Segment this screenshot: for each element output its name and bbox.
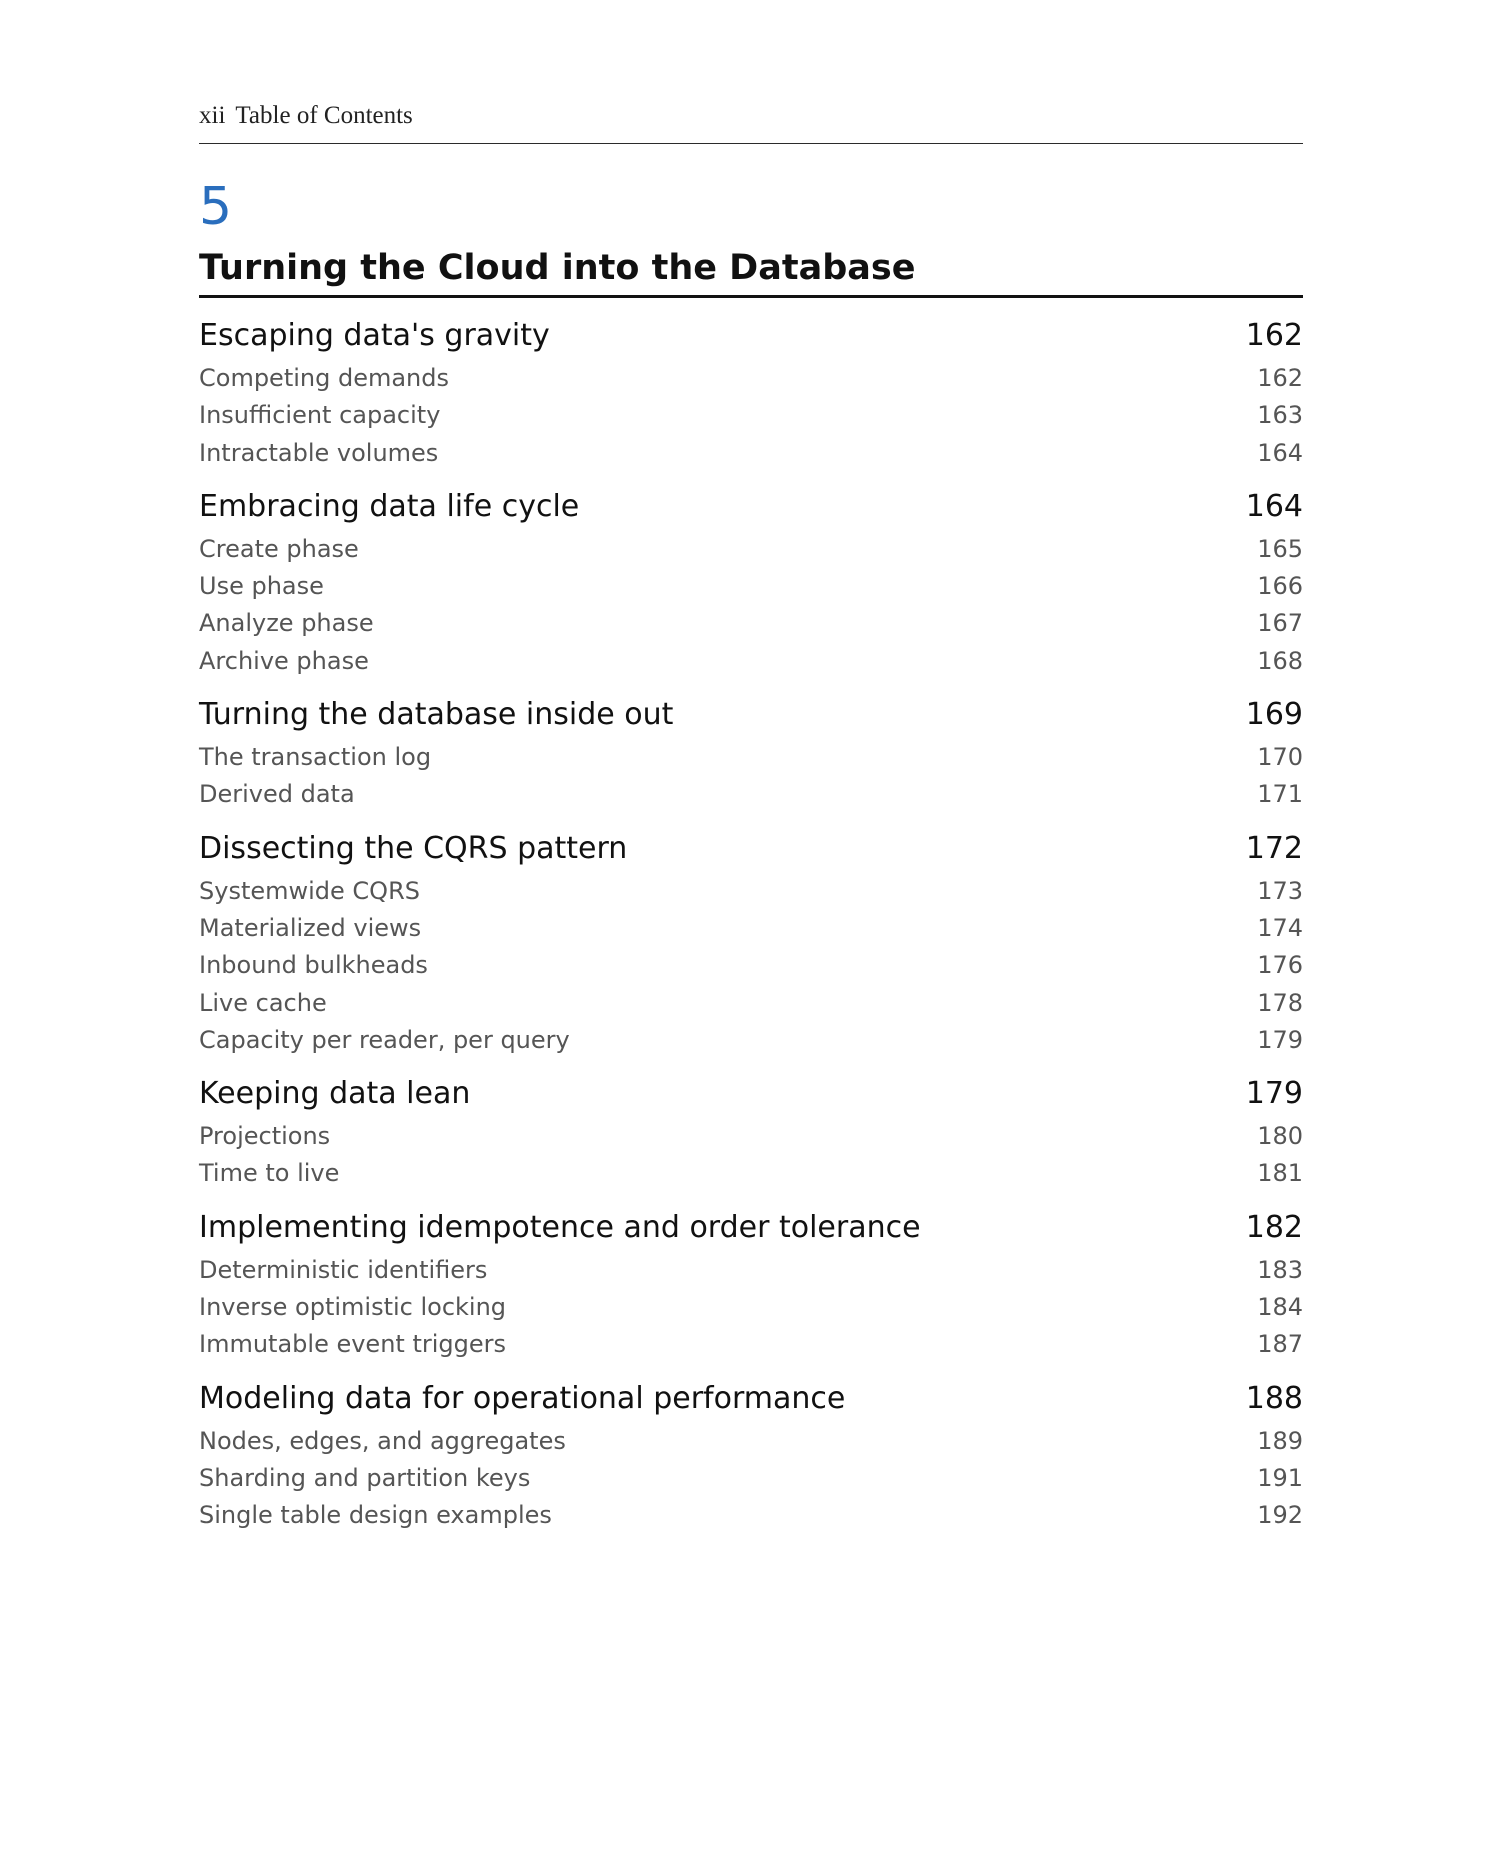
chapter-title: Turning the Cloud into the Database	[199, 244, 1303, 298]
toc-subsection-entry[interactable]	[199, 873, 1303, 910]
toc-section-group	[199, 483, 1303, 680]
toc-subsection-entry[interactable]	[199, 643, 1303, 680]
toc-subsection-entry[interactable]	[199, 1423, 1303, 1460]
toc-section-entry[interactable]	[199, 483, 1303, 531]
toc-subsection-entry[interactable]	[199, 985, 1303, 1022]
toc-section-entry[interactable]	[199, 825, 1303, 873]
toc-section-entry[interactable]	[199, 1204, 1303, 1252]
toc-subsection-entry[interactable]	[199, 360, 1303, 397]
toc-section-page: 164	[1245, 488, 1303, 524]
toc-subsection-entry[interactable]	[199, 435, 1303, 472]
toc-section-title: Modeling data for operational performance	[199, 1380, 846, 1416]
toc-subsection-entry[interactable]	[199, 1022, 1303, 1059]
toc-section-group	[199, 312, 1303, 472]
toc-section-page: 188	[1245, 1380, 1303, 1416]
toc-subsection-entry[interactable]	[199, 397, 1303, 434]
toc-subsection-title: Archive phase	[199, 646, 369, 675]
toc-subsection-page: 180	[1257, 1122, 1303, 1151]
toc-subsection-entry[interactable]	[199, 605, 1303, 642]
toc-section-title: Escaping data's gravity	[199, 318, 550, 353]
toc-subsection-page: 184	[1257, 1293, 1303, 1322]
toc-section-page: 182	[1245, 1209, 1303, 1245]
toc-subsection-page: 187	[1257, 1330, 1303, 1359]
toc-subsection-entry[interactable]	[199, 947, 1303, 984]
toc-subsection-title: Nodes, edges, and aggregates	[199, 1426, 566, 1455]
toc-section-entry[interactable]	[199, 312, 1303, 360]
toc-subsection-page: 163	[1257, 401, 1303, 430]
toc-section-title: Keeping data lean	[199, 1076, 471, 1112]
running-title: Table of Contents	[235, 102, 413, 129]
running-header	[199, 101, 1303, 144]
toc-subsection-title: Immutable event triggers	[199, 1330, 506, 1359]
toc-subsection-title: Create phase	[199, 534, 359, 563]
toc-subsection-entry[interactable]	[199, 739, 1303, 776]
toc-section-entry[interactable]	[199, 691, 1303, 739]
toc-subsection-page: 168	[1257, 646, 1303, 675]
toc-subsection-entry[interactable]	[199, 1155, 1303, 1192]
toc-subsection-title: The transaction log	[199, 743, 432, 772]
toc-subsection-page: 183	[1257, 1255, 1303, 1284]
toc-subsection-title: Intractable volumes	[199, 438, 439, 467]
toc-subsection-page: 173	[1257, 876, 1303, 905]
toc-subsection-title: Systemwide CQRS	[199, 876, 420, 905]
toc-subsection-entry[interactable]	[199, 531, 1303, 568]
toc-section-group	[199, 1070, 1303, 1193]
toc-subsection-title: Sharding and partition keys	[199, 1463, 531, 1492]
toc-subsection-title: Capacity per reader, per query	[199, 1025, 570, 1054]
table-of-contents	[199, 312, 1303, 1546]
toc-subsection-page: 164	[1257, 438, 1303, 467]
toc-subsection-entry[interactable]	[199, 776, 1303, 813]
toc-subsection-page: 167	[1257, 609, 1303, 638]
toc-section-group	[199, 1375, 1303, 1535]
toc-subsection-page: 176	[1257, 951, 1303, 980]
toc-subsection-title: Use phase	[199, 572, 324, 601]
toc-section-page: 162	[1245, 318, 1303, 353]
toc-section-page: 179	[1245, 1076, 1303, 1112]
toc-subsection-page: 181	[1257, 1159, 1303, 1188]
toc-subsection-entry[interactable]	[199, 1289, 1303, 1326]
page-number-roman: xii	[199, 102, 226, 129]
toc-subsection-page: 192	[1257, 1501, 1303, 1530]
toc-subsection-title: Derived data	[199, 780, 355, 809]
toc-section-entry[interactable]	[199, 1375, 1303, 1423]
toc-subsection-page: 191	[1257, 1463, 1303, 1492]
toc-subsection-title: Time to live	[199, 1159, 340, 1188]
toc-subsection-page: 162	[1257, 364, 1303, 392]
toc-subsection-page: 178	[1257, 988, 1303, 1017]
toc-subsection-entry[interactable]	[199, 1460, 1303, 1497]
toc-subsection-page: 171	[1257, 780, 1303, 809]
toc-section-title: Embracing data life cycle	[199, 488, 580, 524]
toc-subsection-page: 174	[1257, 913, 1303, 942]
toc-subsection-entry[interactable]	[199, 910, 1303, 947]
toc-section-group	[199, 1204, 1303, 1364]
toc-subsection-entry[interactable]	[199, 1326, 1303, 1363]
toc-subsection-page: 166	[1257, 572, 1303, 601]
toc-subsection-title: Materialized views	[199, 913, 422, 942]
toc-subsection-title: Live cache	[199, 988, 327, 1017]
toc-section-title: Implementing idempotence and order tolerance	[199, 1209, 921, 1245]
toc-section-group	[199, 691, 1303, 814]
toc-subsection-entry[interactable]	[199, 1118, 1303, 1155]
chapter-number: 5	[199, 177, 233, 237]
toc-section-page: 169	[1245, 697, 1303, 733]
toc-subsection-page: 170	[1257, 743, 1303, 772]
toc-section-title: Turning the database inside out	[199, 697, 674, 733]
toc-subsection-entry[interactable]	[199, 1497, 1303, 1534]
toc-subsection-entry[interactable]	[199, 1252, 1303, 1289]
toc-section-group	[199, 825, 1303, 1059]
toc-subsection-page: 179	[1257, 1025, 1303, 1054]
toc-subsection-title: Insufficient capacity	[199, 401, 441, 430]
toc-subsection-page: 165	[1257, 534, 1303, 563]
toc-subsection-title: Inverse optimistic locking	[199, 1293, 507, 1322]
toc-subsection-title: Single table design examples	[199, 1501, 552, 1530]
toc-subsection-page: 189	[1257, 1426, 1303, 1455]
toc-subsection-title: Analyze phase	[199, 609, 374, 638]
toc-section-title: Dissecting the CQRS pattern	[199, 830, 628, 866]
toc-section-page: 172	[1245, 830, 1303, 866]
toc-subsection-title: Competing demands	[199, 364, 450, 392]
toc-subsection-entry[interactable]	[199, 568, 1303, 605]
toc-subsection-title: Inbound bulkheads	[199, 951, 428, 980]
toc-subsection-title: Deterministic identifiers	[199, 1255, 488, 1284]
toc-subsection-title: Projections	[199, 1122, 331, 1151]
toc-section-entry[interactable]	[199, 1070, 1303, 1118]
